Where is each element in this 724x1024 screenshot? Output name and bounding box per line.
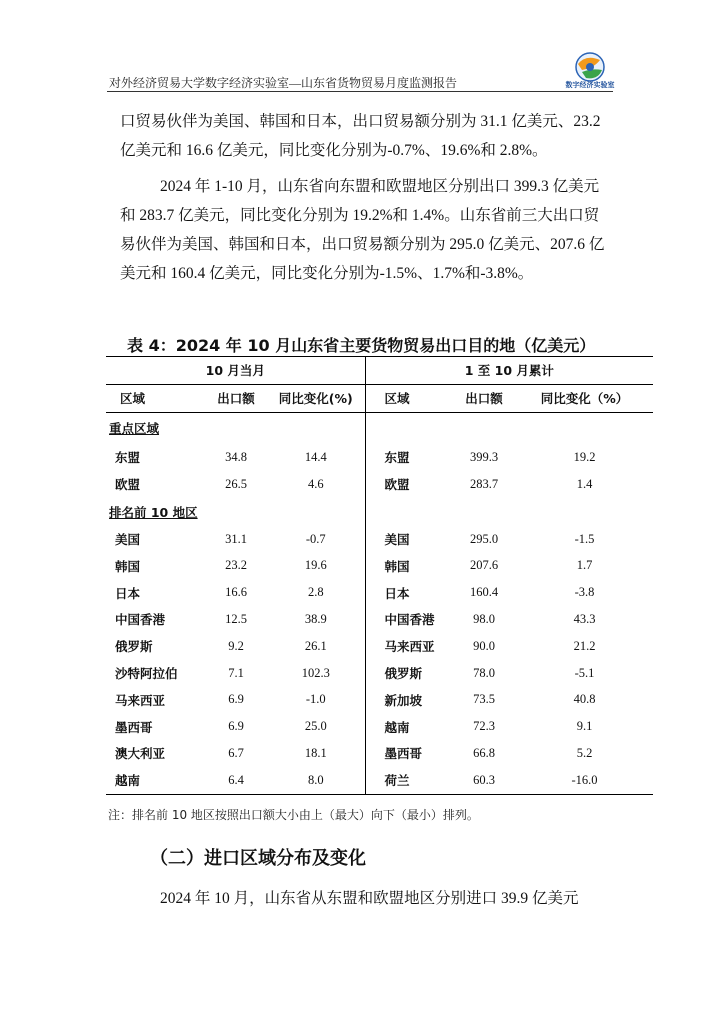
col-export-right: 出口额 [452, 384, 516, 412]
paragraph-3: 2024 年 10 月，山东省从东盟和欧盟地区分别进口 39.9 亿美元 [160, 890, 579, 907]
export-value: 26.5 [225, 476, 247, 491]
export-value: 72.3 [473, 719, 495, 734]
paragraph-1: 口贸易伙伴为美国、韩国和日本，出口贸易额分别为 31.1 亿美元、23.2 亿美元和 16.6 亿美元，同比变化分别为-0.7%、19.6%和 2.8%。 [120, 113, 601, 159]
region-name: 马来西亚 [115, 692, 166, 708]
export-value: 12.5 [225, 611, 247, 626]
export-value: 399.3 [469, 449, 499, 464]
col-region-left: 区域 [106, 384, 205, 412]
export-value: 7.1 [228, 665, 244, 680]
col-change-right: 同比变化（%） [516, 384, 653, 412]
logo-caption: 数字经济实验室 [565, 81, 615, 89]
table-row [106, 526, 653, 553]
paragraph-2: 2024 年 1-10 月，山东省向东盟和欧盟地区分别出口 399.3 亿美元和 283.7 亿美元，同比变化分别为 19.2%和 1.4%。山东省前三大出口贸易伙伴为美国、韩国和日本，出口贸易额分别为 295.0 亿美元、207.6 亿美元和 160.4 亿美元，同比变化分别为-1.5%、1.7%和-3.8%。 [120, 178, 605, 282]
col-change-left: 同比变化(%) [267, 384, 365, 412]
table-row [106, 444, 653, 471]
region-name: 美国 [384, 532, 410, 548]
region-name: 美国 [115, 532, 141, 548]
export-value: 160.4 [469, 585, 499, 600]
change-value: 4.6 [267, 471, 365, 498]
region-name: 荷兰 [365, 767, 452, 794]
change-value: -0.7 [267, 526, 365, 553]
export-value: 78.0 [473, 665, 495, 680]
change-value: -16.0 [516, 767, 653, 794]
export-value: 6.4 [205, 767, 267, 794]
export-value: 66.8 [473, 745, 495, 760]
change-value: 2.8 [267, 579, 365, 606]
region-name: 越南 [384, 719, 410, 735]
region-name: 墨西哥 [115, 719, 153, 735]
change-value: 19.2 [573, 449, 596, 464]
region-name: 韩国 [384, 558, 410, 574]
export-value: 207.6 [469, 558, 499, 573]
export-value: 98.0 [473, 611, 495, 626]
change-value: 38.9 [267, 606, 365, 633]
export-destination-table [106, 356, 653, 795]
export-value: 6.9 [228, 692, 244, 707]
export-value: 6.9 [228, 719, 244, 734]
group-header-october: 10 月当月 [106, 357, 365, 385]
region-name: 中国香港 [115, 612, 166, 628]
region-name: 日本 [384, 585, 410, 601]
export-value: 9.2 [228, 638, 244, 653]
change-value: 26.1 [267, 633, 365, 660]
change-value: 21.2 [573, 638, 596, 653]
region-name: 东盟 [115, 450, 141, 466]
region-name: 马来西亚 [384, 639, 435, 655]
export-value: 90.0 [473, 638, 495, 653]
export-value: 23.2 [225, 558, 247, 573]
region-name: 越南 [106, 767, 205, 794]
table-row [106, 552, 653, 579]
section-top10-regions: 排名前 10 地区 [106, 498, 365, 526]
table-row [106, 740, 653, 767]
region-name: 俄罗斯 [384, 666, 423, 682]
region-name: 中国香港 [384, 612, 435, 628]
change-value: 43.3 [573, 611, 596, 626]
col-region-right: 区域 [365, 384, 452, 412]
header-rule [107, 91, 613, 92]
region-name: 沙特阿拉伯 [115, 666, 178, 682]
export-value: 34.8 [225, 449, 247, 464]
table-row [106, 633, 653, 660]
section-heading: （二）进口区域分布及变化 [150, 848, 366, 869]
region-name: 新加坡 [384, 692, 423, 708]
col-export-left: 出口额 [205, 384, 267, 412]
export-value: 295.0 [469, 531, 499, 546]
region-name: 俄罗斯 [115, 639, 153, 655]
export-value: 16.6 [225, 585, 247, 600]
change-value: 14.4 [267, 444, 365, 471]
region-name: 东盟 [384, 450, 410, 466]
table-row [106, 579, 653, 606]
region-name: 欧盟 [115, 477, 141, 493]
change-value: -5.1 [574, 665, 595, 680]
report-header: 对外经济贸易大学数字经济实验室—山东省货物贸易月度监测报告 [109, 76, 458, 90]
change-value: -3.8 [574, 585, 595, 600]
export-value: 6.7 [228, 745, 244, 760]
change-value: -1.0 [267, 686, 365, 713]
region-name: 韩国 [115, 558, 141, 574]
change-value: 5.2 [576, 745, 593, 760]
table-row [106, 686, 653, 713]
table-row [106, 471, 653, 498]
table-row [106, 767, 653, 794]
group-header-ytd: 1 至 10 月累计 [365, 357, 653, 385]
change-value: 8.0 [267, 767, 365, 794]
region-name: 日本 [115, 585, 141, 601]
section-key-regions: 重点区域 [106, 412, 365, 444]
export-value: 283.7 [469, 476, 499, 491]
change-value: 25.0 [267, 713, 365, 740]
change-value: 40.8 [573, 692, 596, 707]
change-value: 1.4 [576, 476, 593, 491]
change-value: 102.3 [267, 660, 365, 687]
change-value: 19.6 [267, 552, 365, 579]
table-row [106, 606, 653, 633]
table-row [106, 660, 653, 687]
change-value: 18.1 [267, 740, 365, 767]
region-name: 澳大利亚 [115, 746, 166, 762]
change-value: 1.7 [576, 558, 593, 573]
table-note: 注：排名前 10 地区按照出口额大小由上（最大）向下（最小）排列。 [108, 808, 479, 822]
export-value: 31.1 [225, 531, 247, 546]
region-name: 墨西哥 [384, 746, 423, 762]
table-row [106, 713, 653, 740]
change-value: -1.5 [574, 531, 595, 546]
export-value: 73.5 [473, 692, 495, 707]
region-name: 欧盟 [384, 477, 410, 493]
change-value: 9.1 [576, 719, 593, 734]
export-value: 60.3 [452, 767, 516, 794]
table-caption: 表 4：2024 年 10 月山东省主要货物贸易出口目的地（亿美元） [127, 336, 596, 355]
